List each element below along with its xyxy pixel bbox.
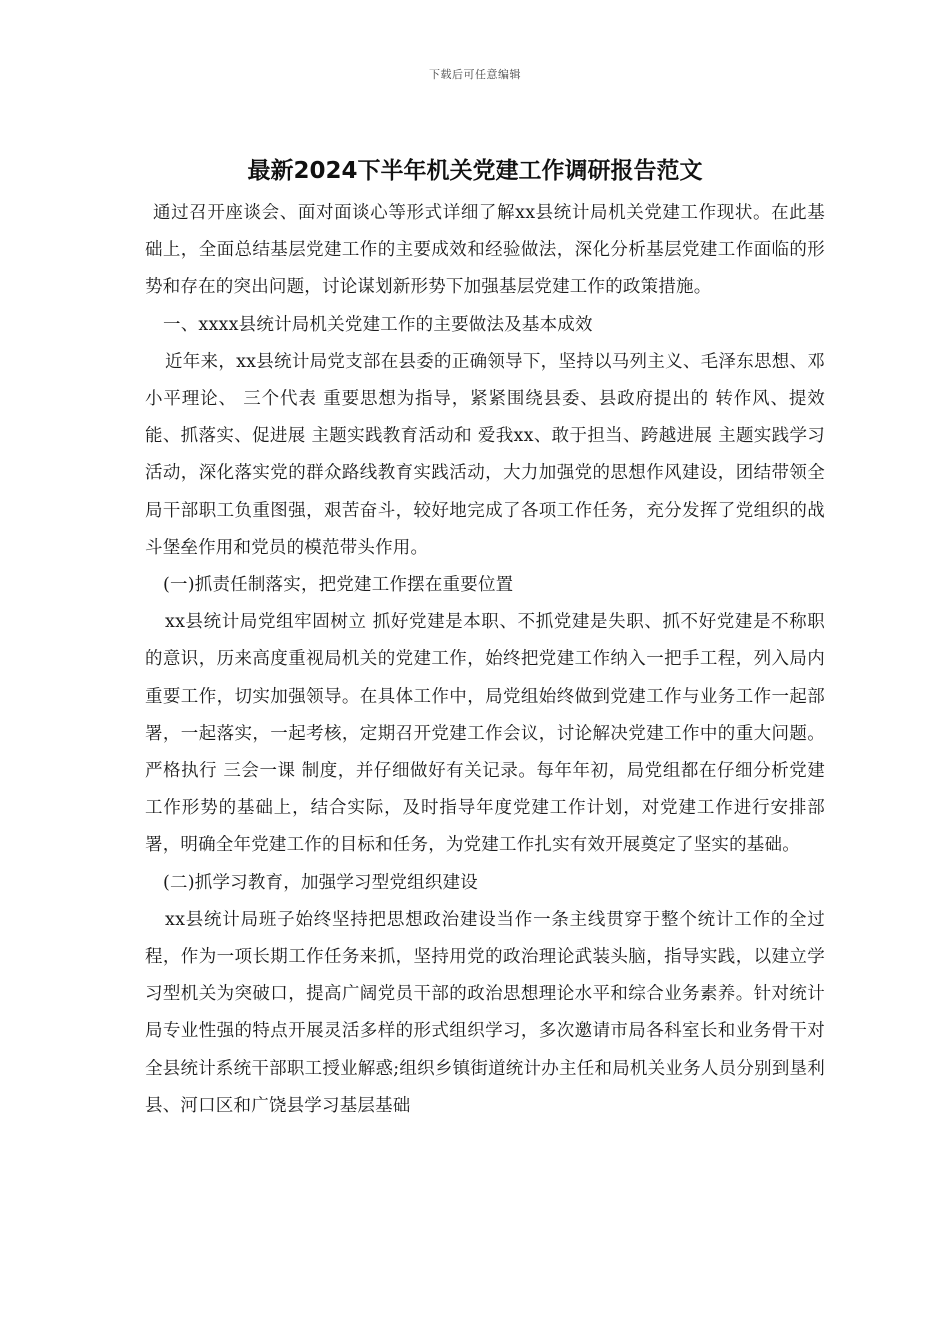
intro-paragraph: 通过召开座谈会、面对面谈心等形式详细了解xx县统计局机关党建工作现状。在此基础上，全面总结基层党建工作的主要成效和经验做法，深化分析基层党建工作面临的形势和存在的突出问题，讨论谋划新形势下加强基层党建工作的政策措施。 bbox=[145, 203, 825, 298]
body-paragraph: 近年来，xx县统计局党支部在县委的正确领导下，坚持以马列主义、毛泽东思想、邓小平理论、 三个代表 重要思想为指导，紧紧围绕县委、县政府提出的 转作风、提效能、抓落实、促进展 主题实践教育活动和 爱我xx、敢于担当、跨越进展 主题实践学习活动，深化落实党的群众路线教育实践活动，大力加强党的思想作风建设，团结带领全局干部职工负重图强，艰苦奋斗，较好地完成了各项工作任务，充分发挥了党组织的战斗堡垒作用和党员的模范带头作用。 bbox=[145, 351, 825, 558]
body-paragraph: xx县统计局党组牢固树立 抓好党建是本职、不抓党建是失职、抓不好党建是不称职 的意识，历来高度重视局机关的党建工作，始终把党建工作纳入一把手工程，列入局内重要工作，切实加强领导。在具体工作中，局党组始终做到党建工作与业务工作一起部署，一起落实，一起考核，定期召开党建工作会议，讨论解决党建工作中的重大问题。严格执行 三会一课 制度，并仔细做好有关记录。每年年初，局党组都在仔细分析党建工作形势的基础上，结合实际，及时指导年度党建工作计划，对党建工作进行安排部署，明确全年党建工作的目标和任务，为党建工作扎实有效开展奠定了坚实的基础。 bbox=[145, 612, 825, 856]
subsection-heading-1: (一)抓责任制落实，把党建工作摆在重要位置 bbox=[163, 575, 514, 596]
document-body bbox=[145, 195, 825, 1125]
header-note: 下载后可任意编辑 bbox=[429, 68, 521, 81]
body-paragraph: xx县统计局班子始终坚持把思想政治建设当作一条主线贯穿于整个统计工作的全过程，作为一项长期工作任务来抓，坚持用党的政治理论武装头脑，指导实践，以建立学习型机关为突破口，提高广阔党员干部的政治思想理论水平和综合业务素养。针对统计局专业性强的特点开展灵活多样的形式组织学习，多次邀请市局各科室长和业务骨干对全县统计系统干部职工授业解惑;组织乡镇街道统计办主任和局机关业务人员分别到垦利县、河口区和广饶县学习基层基础 bbox=[145, 909, 825, 1116]
subsection-heading-2: (二)抓学习教育，加强学习型党组织建设 bbox=[163, 872, 478, 893]
document-title: 最新2024下半年机关党建工作调研报告范文 bbox=[247, 158, 703, 184]
section-heading-1: 一、xxxx县统计局机关党建工作的主要做法及基本成效 bbox=[163, 314, 593, 335]
